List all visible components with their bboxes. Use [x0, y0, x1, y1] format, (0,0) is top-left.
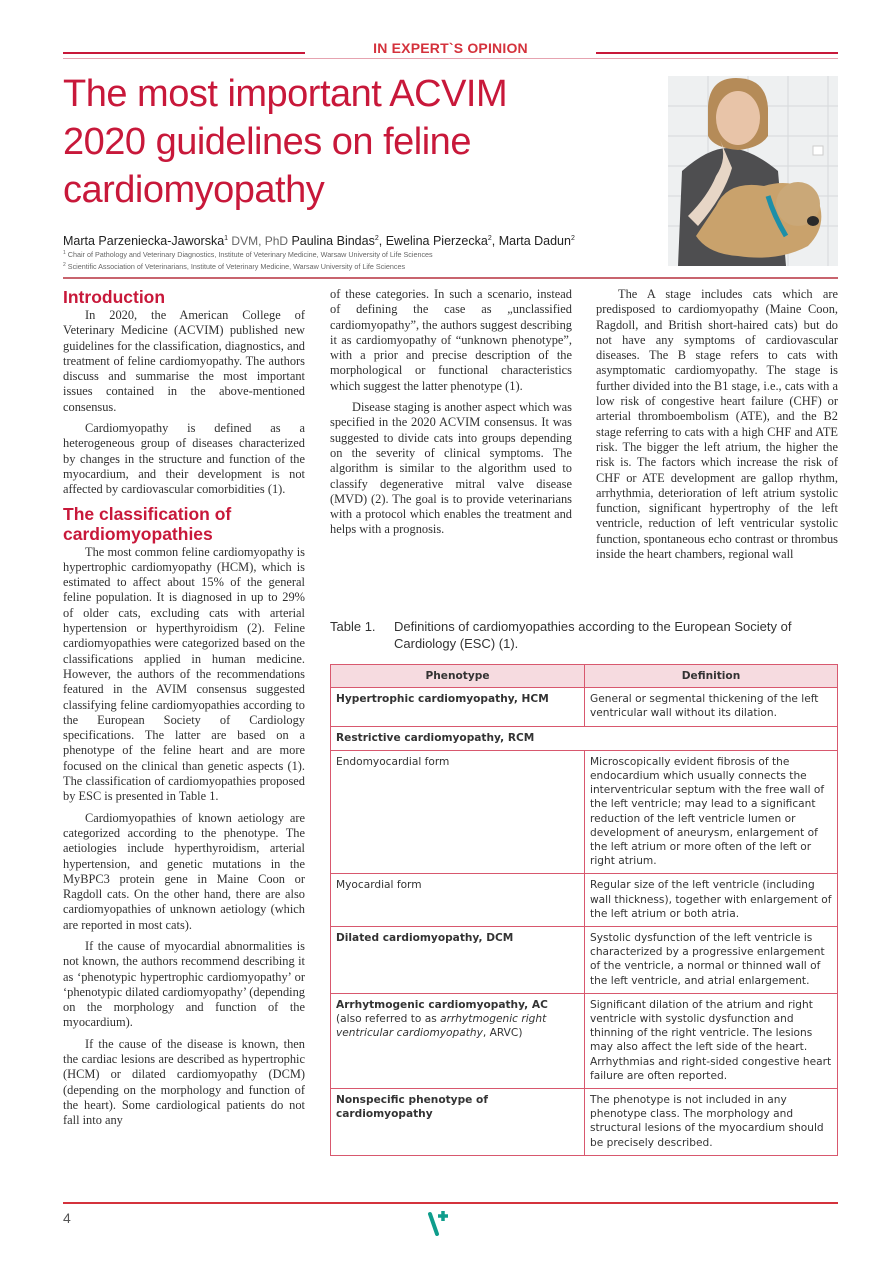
author-photo-icon — [668, 76, 838, 266]
author-photo — [668, 76, 838, 266]
definition-cell: General or segmental thickening of the left ventricular wall without its dilation. — [585, 688, 838, 726]
vetplus-logo-icon — [424, 1208, 454, 1236]
paragraph: Cardiomyopathy is defined as a heterogeneous group of diseases characterized by changes in the structure and function of the myocardium, and their development is not affected by cardiovascular comorbidities (1). — [63, 421, 305, 497]
affiliation-marker: 1 — [224, 235, 229, 242]
phenotype-cell — [331, 993, 585, 1088]
header-divider — [63, 277, 838, 279]
author-name: Ewelina Pierzecka — [385, 234, 488, 248]
table-row — [331, 874, 838, 927]
column-2 — [330, 287, 572, 544]
author-block — [63, 234, 663, 272]
definition-cell: The phenotype is not included in any phenotype class. The morphology and structural lesions of the myocardium should be precisely described. — [585, 1089, 838, 1156]
table-row — [331, 750, 838, 874]
definition-cell: Significant dilation of the atrium and right ventricle with systolic dysfunction and thinning of the right ventricle. The lesions may also affect the left side of the heart. Arrhythmias and right-sided congestive heart failure are often reported. — [585, 993, 838, 1088]
definition-cell: Systolic dysfunction of the left ventricle is characterized by a progressive enlargement of the ventricle, a normal or thinned wall of the left ventricle, and atrial enlargement. — [585, 927, 838, 994]
affiliation — [63, 260, 663, 272]
title-line-3: cardiomyopathy — [63, 169, 325, 211]
author-degree: DVM, PhD — [228, 234, 292, 248]
definitions-table — [330, 664, 838, 1156]
section-header — [63, 40, 838, 60]
title-line-1: The most important ACVIM — [63, 73, 508, 115]
phenotype-cell: Dilated cardiomyopathy, DCM — [331, 927, 585, 994]
definition-cell: Regular size of the left ventricle (including wall thickness), together with enlargement of the left atrium or both atria. — [585, 874, 838, 927]
title-line-2: 2020 guidelines on feline — [63, 121, 471, 163]
author-list — [63, 234, 663, 248]
author-separator: , — [378, 234, 386, 248]
paragraph: In 2020, the American College of Veterinary Medicine (ACVIM) published new guidelines for the classification, diagnostics, and treatment of feline cardiomyopathy. The authors discuss and summarise the most important issues contained in the above-mentioned consensus. — [63, 308, 305, 414]
phenotype-note-italic: arrhytmogenic right ventricular cardiomyopathy — [336, 1013, 547, 1040]
page-number: 4 — [63, 1210, 71, 1226]
author-name: Marta Parzeniecka-Jaworska — [63, 234, 225, 248]
table-row — [331, 726, 838, 750]
author-name: Marta Dadun — [498, 234, 571, 248]
paragraph: If the cause of the disease is known, then the cardiac lesions are described as hypertrophic (HCM) or dilated cardiomyopathy (DCM) (depending on the morphology and function of the heart). Some cardiological patients do not fall into any — [63, 1036, 305, 1128]
footer-divider — [63, 1202, 838, 1204]
table-number: Table 1. — [330, 619, 376, 634]
heading-classification: The classification of cardiomyopathies — [63, 503, 232, 544]
paragraph: The most common feline cardiomyopathy is hypertrophic cardiomyopathy (HCM), which is estimated to affect about 15% of the general feline population. It is diagnosed in up to 29% of older cats, excluding cats with arterial hypertension or hyperthyroidism (2). Feline cardiomyopathies were categorized based on the classifications applied in human medicine. However, the authors of the recommendations featured in the AVIM consensus suggested classifying feline cardiomyopathies according to the European Society of Cardiology specifications. The latter are based on a phenotype of the feline heart and are more focused on the clinical than genetic aspects (1). The classification of cardiomyopathies proposed by ESC is presented in Table 1. — [63, 544, 305, 804]
column-1 — [63, 287, 305, 1135]
author-name: Paulina Bindas — [291, 234, 375, 248]
table-caption — [330, 618, 838, 652]
phenotype-note: , ARVC) — [482, 1027, 523, 1040]
author-separator: , — [491, 234, 499, 248]
table-row — [331, 688, 838, 726]
column-header-phenotype: Phenotype — [331, 665, 585, 688]
phenotype-name: Arrhytmogenic cardiomyopathy, AC — [336, 998, 548, 1011]
phenotype-cell: Endomyocardial form — [331, 750, 585, 874]
heading-introduction: Introduction — [63, 287, 166, 307]
affiliation-number: 2 — [63, 262, 66, 268]
table-row — [331, 993, 838, 1088]
phenotype-cell: Hypertrophic cardiomyopathy, HCM — [331, 688, 585, 726]
paragraph: Cardiomyopathies of known aetiology are categorized according to the phenotype. The aetiologies include hyperthyroidism, arterial hypertension, and genetic mutations in the MyBPC3 protein gene in Maine Coon or Ragdoll cats. On the other hand, there are also cardiomyopathies of unknown aetiology (which are reported in most cats). — [63, 810, 305, 932]
phenotype-note: (also referred to as — [336, 1013, 441, 1026]
phenotype-cell: Nonspecific phenotype of cardiomyopathy — [331, 1089, 585, 1156]
phenotype-cell: Myocardial form — [331, 874, 585, 927]
affiliation — [63, 248, 663, 260]
table-caption-text: Definitions of cardiomyopathies according to the European Society of Cardiology (ESC) (1). — [394, 619, 792, 651]
affiliation-marker: 2 — [487, 235, 492, 242]
column-header-definition: Definition — [585, 665, 838, 688]
affiliation-text: Chair of Pathology and Veterinary Diagnostics, Institute of Veterinary Medicine, Warsaw University of Life Sciences — [65, 250, 433, 259]
affiliation-marker: 2 — [570, 235, 575, 242]
affiliation-text: Scientific Association of Veterinarians, Institute of Veterinary Medicine, Warsaw University of Life Sciences — [65, 262, 406, 271]
column-3 — [596, 287, 838, 568]
definition-cell: Microscopically evident fibrosis of the endocardium which usually connects the interventricular septum with the free wall of the left ventricle; may lead to a significant reduction of the left ventricle lumen or development of aneurysm, enlargement of the left atrium or more often of the left or right atrium. — [585, 750, 838, 874]
table-row — [331, 927, 838, 994]
paragraph: The A stage includes cats which are predisposed to cardiomyopathy (Maine Coon, Ragdoll, and British short-haired cats) but do not have any symptoms of cardiovascular diseases. The B stage refers to cats with asymptomatic cardiomyopathy. The stage is further divided into the B1 stage, i.e., cats with a low risk of congestive heart failure (CHF) or arterial thromboembolism (ATE), and the B2 stage referring to cats with a high CHF and ATE risk. The bigger the left atrium, the higher the risk is. The factors which increase the risk of CHF or ATE development are gallop rhythm, arrhythmia, deterioration of left atrium systolic function, significant hypertrophy of the left ventricle, reduction of left ventricular systolic function, spontaneous echo contrast or thrombus inside the heart chambers, regional wall — [596, 287, 838, 562]
paragraph: of these categories. In such a scenario, instead of defining the case as „unclassified cardiomyopathy”, the authors suggest describing it as cardiomyopathy of “unknown phenotype”, with a prior and precise description of the morphological or functional characteristics which suggest the latter phenotype (1). — [330, 287, 572, 393]
table-header-row — [331, 665, 838, 688]
paragraph: If the cause of myocardial abnormalities is not known, the authors recommend describing it as ‘phenotypic hypertrophic cardiomyopathy’ or ‘phenotypic dilated cardiomyopathy’ (depending on the morphology and function of the myocardium). — [63, 938, 305, 1030]
table-row — [331, 1089, 838, 1156]
section-label: IN EXPERT`S OPINION — [373, 40, 528, 56]
phenotype-group-cell: Restrictive cardiomyopathy, RCM — [331, 726, 838, 750]
affiliation-number: 1 — [63, 250, 66, 256]
article-title — [63, 70, 583, 214]
paragraph: Disease staging is another aspect which was specified in the 2020 ACVIM consensus. It was suggested to divide cats into groups depending on the severity of clinical symptoms. The algorithm is similar to the algorithm used to classify degenerative mitral valve disease (MVD) (2). The goal is to provide veterinarians with a protocol which enables the treatment and helps with a prognosis. — [330, 400, 572, 537]
affiliation-marker: 2 — [374, 235, 379, 242]
header-rule-thin — [63, 58, 838, 59]
